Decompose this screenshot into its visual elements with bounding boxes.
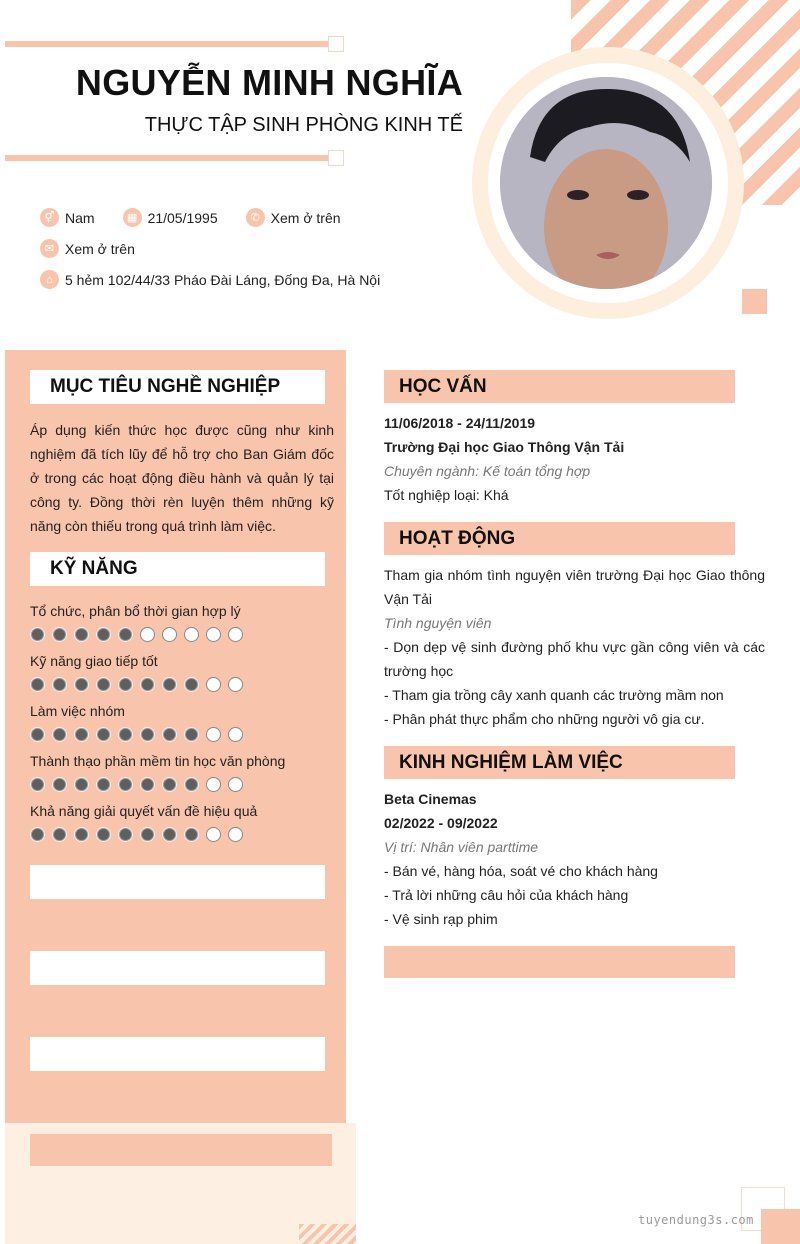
top-divider-line [5,41,340,47]
rating-dot-filled [52,777,67,792]
rating-dot-empty [206,727,221,742]
phone-value: Xem ở trên [270,209,341,226]
candidate-title: THỰC TẬP SINH PHÒNG KINH TẾ [144,114,463,136]
rating-dot-empty [228,627,243,642]
phone-item [246,208,341,227]
rating-dot-filled [162,777,177,792]
left-footer-bar [30,1134,332,1166]
experience-company: Beta Cinemas [384,791,477,807]
rating-dot-filled [184,727,199,742]
rating-dot-filled [140,727,155,742]
skill-rating [30,627,250,642]
bottom-divider-end [328,150,344,166]
skill-rating [30,777,250,792]
candidate-name: NGUYỄN MINH NGHĨA [75,62,463,103]
rating-dot-empty [206,777,221,792]
rating-dot-filled [96,827,111,842]
gender-icon: ⚥ [40,208,59,227]
experience-position: Vị trí: Nhân viên parttime [384,839,539,855]
email-item [40,239,135,258]
dob-item [123,208,218,227]
skill-rating [30,677,250,692]
rating-dot-filled [140,777,155,792]
avatar [500,77,712,289]
rating-dot-empty [228,677,243,692]
rating-dot-filled [184,677,199,692]
rating-dot-filled [140,677,155,692]
email-icon: ✉ [40,239,59,258]
skill-name: Làm việc nhóm [30,703,125,719]
rating-dot-filled [30,727,45,742]
rating-dot-filled [184,777,199,792]
gender-value: Nam [65,209,95,226]
activities-title: HOẠT ĐỘNG [384,522,735,555]
education-school: Trường Đại học Giao Thông Vận Tải [384,439,625,455]
rating-dot-filled [118,627,133,642]
activities-role: Tình nguyện viên [384,615,492,631]
home-icon: ⌂ [40,270,59,289]
skill-name: Khả năng giải quyết vấn đề hiệu quả [30,803,258,819]
rating-dot-filled [96,627,111,642]
decor-square [742,289,767,314]
address-item [40,270,380,289]
activities-org: Tham gia nhóm tình nguyện viên trường Đại học Giao thông Vận Tải [384,567,765,607]
rating-dot-filled [118,827,133,842]
email-value: Xem ở trên [65,240,135,257]
experience-bullet: - Vệ sinh rạp phim [384,911,498,927]
bottom-divider-line [5,155,335,161]
rating-dot-empty [228,727,243,742]
empty-section-bar [384,946,735,978]
rating-dot-empty [184,627,199,642]
address-value: 5 hẻm 102/44/33 Pháo Đài Láng, Đống Đa, Hà Nội [65,271,381,288]
rating-dot-empty [206,677,221,692]
rating-dot-filled [74,627,89,642]
activities-bullet: - Phân phát thực phẩm cho những người vô gia cư. [384,711,705,727]
rating-dot-filled [96,727,111,742]
rating-dot-filled [30,677,45,692]
rating-dot-filled [140,827,155,842]
activities-bullet: - Dọn dẹp vệ sinh đường phố khu vực gần công viên và các trường học [384,639,765,679]
education-major: Chuyên ngành: Kế toán tổng hợp [384,463,591,479]
rating-dot-empty [228,827,243,842]
rating-dot-filled [30,777,45,792]
rating-dot-filled [96,677,111,692]
rating-dot-filled [52,827,67,842]
footer-stripes [299,1224,356,1244]
info-row-3 [40,270,408,289]
objective-title: MỤC TIÊU NGHỀ NGHIỆP [30,370,325,404]
top-divider-end [328,36,344,52]
skill-name: Kỹ năng giao tiếp tốt [30,653,158,669]
rating-dot-filled [74,777,89,792]
watermark: tuyendung3s.com [638,1213,754,1227]
skill-name: Tổ chức, phân bổ thời gian hợp lý [30,603,241,619]
calendar-icon: ▦ [123,208,142,227]
experience-bullet: - Trả lời những câu hỏi của khách hàng [384,887,629,903]
experience-bullet: - Bán vé, hàng hóa, soát vé cho khách hàng [384,863,658,879]
rating-dot-filled [30,627,45,642]
skill-rating [30,727,250,742]
empty-section-bar [30,1037,325,1071]
education-title: HỌC VẤN [384,370,735,403]
activities-bullet: - Tham gia trồng cây xanh quanh các trường mầm non [384,687,724,703]
rating-dot-filled [118,727,133,742]
skills-title: KỸ NĂNG [30,552,325,586]
dob-value: 21/05/1995 [147,209,218,226]
skill-name: Thành thạo phần mềm tin học văn phòng [30,753,286,769]
rating-dot-empty [228,777,243,792]
rating-dot-filled [184,827,199,842]
objective-text: Áp dụng kiến thức học được cũng như kinh nghiệm đã tích lũy để hỗ trợ cho Ban Giám đốc ở trong các hoạt động điều hành và quản lý tại công ty. Đồng thời rèn luyện thêm những kỹ năng còn thiếu trong quá trình làm việc. [30,422,334,534]
rating-dot-filled [96,777,111,792]
rating-dot-filled [162,677,177,692]
rating-dot-empty [206,827,221,842]
experience-title: KINH NGHIỆM LÀM VIỆC [384,746,735,779]
rating-dot-filled [30,827,45,842]
rating-dot-filled [52,727,67,742]
rating-dot-filled [74,727,89,742]
rating-dot-filled [118,777,133,792]
rating-dot-filled [52,677,67,692]
rating-dot-empty [140,627,155,642]
corner-decor-square [761,1209,800,1244]
empty-section-bar [30,865,325,899]
rating-dot-empty [206,627,221,642]
info-row-2 [40,239,163,258]
rating-dot-filled [162,827,177,842]
education-dates: 11/06/2018 - 24/11/2019 [384,415,536,431]
empty-section-bar [30,951,325,985]
rating-dot-filled [118,677,133,692]
experience-dates: 02/2022 - 09/2022 [384,815,498,831]
education-grade: Tốt nghiệp loại: Khá [384,487,509,503]
rating-dot-filled [52,627,67,642]
skill-rating [30,827,250,842]
rating-dot-filled [74,677,89,692]
rating-dot-filled [74,827,89,842]
gender-item [40,208,95,227]
info-row-1 [40,208,369,227]
rating-dot-filled [162,727,177,742]
rating-dot-empty [162,627,177,642]
phone-icon: ✆ [246,208,265,227]
